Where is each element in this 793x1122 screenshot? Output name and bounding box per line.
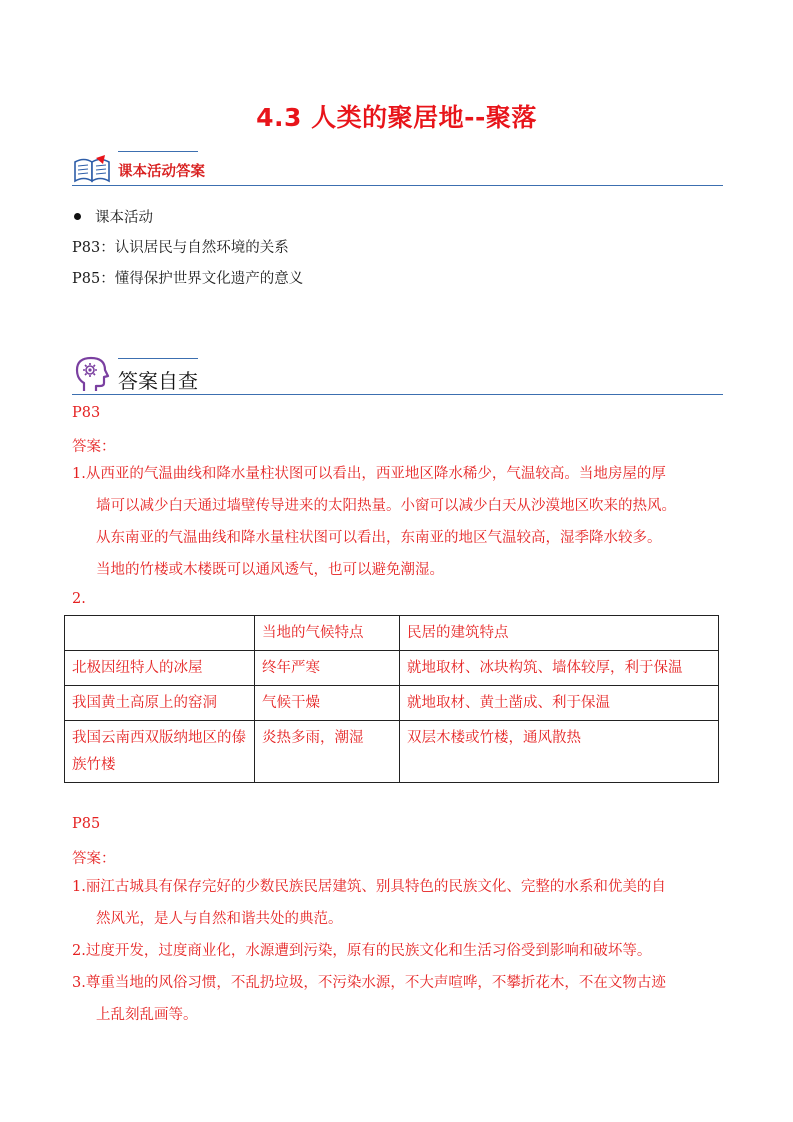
answer-line: 1.丽江古城具有保存完好的少数民族民居建筑、别具特色的民族文化、完整的水系和优美的自 (72, 879, 666, 895)
table-cell: 终年严寒 (255, 651, 400, 686)
bullet-icon (74, 213, 81, 220)
bullet-item (72, 206, 153, 227)
table-cell: 我国黄土高原上的窑洞 (65, 686, 255, 721)
table-header-row (65, 616, 719, 651)
header-rule (72, 394, 723, 395)
answer-paragraph (72, 458, 724, 586)
bullet-label: 课本活动 (95, 210, 153, 226)
page-ref: P85 (72, 816, 101, 832)
answer-label: 答案： (72, 851, 116, 867)
activity-item: P85：懂得保护世界文化遗产的意义 (72, 271, 304, 287)
activity-item: P83：认识居民与自然环境的关系 (72, 240, 289, 256)
table-cell: 就地取材、黄土凿成、利于保温 (400, 686, 719, 721)
answer-line: 2.过度开发，过度商业化，水源遭到污染，原有的民族文化和生活习俗受到影响和破坏等。 (72, 943, 652, 959)
header-accent-line (118, 358, 198, 359)
answer-paragraph (72, 871, 724, 1031)
table-header-cell (65, 616, 255, 651)
dwelling-comparison-table (64, 615, 719, 783)
header-accent-line (118, 151, 198, 152)
section-header-textbook-answers (72, 148, 723, 186)
section-heading: 答案自查 (118, 369, 198, 393)
question-number: 2. (72, 591, 86, 607)
table-cell: 双层木楼或竹楼，通风散热 (400, 721, 719, 783)
head-brain-icon (74, 355, 110, 393)
table-cell: 气候干燥 (255, 686, 400, 721)
answer-line: 从东南亚的气温曲线和降水量柱状图可以看出，东南亚的地区气温较高，湿季降水较多。 (96, 530, 662, 546)
answer-line: 当地的竹楼或木楼既可以通风透气，也可以避免潮湿。 (96, 562, 444, 578)
header-rule (72, 185, 723, 186)
answer-line: 1.从西亚的气温曲线和降水量柱状图可以看出，西亚地区降水稀少，气温较高。当地房屋的厚 (72, 466, 666, 482)
table-row (65, 721, 719, 783)
table-cell: 炎热多雨，潮湿 (255, 721, 400, 783)
open-book-icon (72, 152, 112, 184)
table-header-cell: 民居的建筑特点 (400, 616, 719, 651)
answer-label: 答案： (72, 439, 116, 455)
section-heading: 课本活动答案 (118, 164, 205, 180)
table-cell: 就地取材、冰块构筑、墙体较厚，利于保温 (400, 651, 719, 686)
table-cell: 我国云南西双版纳地区的傣族竹楼 (65, 721, 255, 783)
table-row (65, 686, 719, 721)
page-ref: P83 (72, 405, 101, 421)
table-cell: 北极因纽特人的冰屋 (65, 651, 255, 686)
answer-line: 3.尊重当地的风俗习惯，不乱扔垃圾，不污染水源，不大声喧哗，不攀折花木，不在文物古迹 (72, 975, 666, 991)
section-header-self-check (72, 355, 723, 395)
answer-line: 然风光，是人与自然和谐共处的典范。 (96, 911, 343, 927)
page-title: 4.3 人类的聚居地--聚落 (256, 103, 537, 132)
answer-line: 墙可以减少白天通过墙壁传导进来的太阳热量。小窗可以减少白天从沙漠地区吹来的热风。 (96, 498, 676, 514)
table-header-cell: 当地的气候特点 (255, 616, 400, 651)
table-row (65, 651, 719, 686)
answer-line: 上乱刻乱画等。 (96, 1007, 198, 1023)
